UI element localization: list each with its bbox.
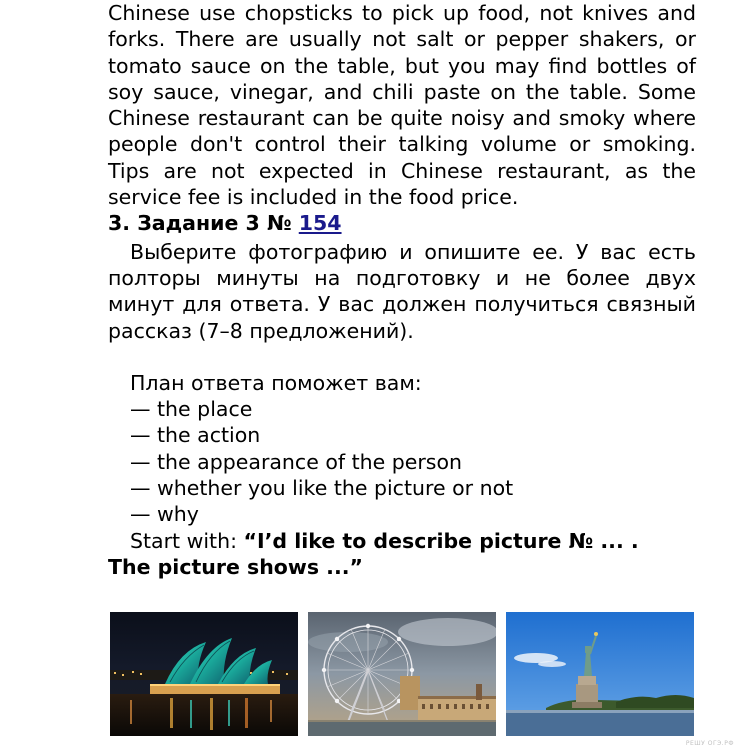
start-phrase-continued: The picture shows ...” xyxy=(108,554,364,579)
plan-item: — whether you like the picture or not xyxy=(130,476,514,501)
ferris-wheel-icon xyxy=(308,612,496,736)
london-eye-photo[interactable] xyxy=(308,612,496,736)
document-page xyxy=(108,0,696,580)
task-heading-prefix: 3. Задание 3 № xyxy=(108,211,299,236)
start-label: Start with: xyxy=(130,528,244,553)
statue-of-liberty-photo[interactable] xyxy=(506,612,694,736)
start-phrase: “I’d like to describe picture № ... . xyxy=(243,528,639,553)
start-with-line xyxy=(108,528,696,554)
task-number-link[interactable]: 154 xyxy=(298,211,342,236)
plan-intro: План ответа поможет вам: xyxy=(130,370,422,395)
plan-item: — the place xyxy=(130,397,253,422)
sydney-opera-house-icon xyxy=(110,612,298,736)
answer-plan xyxy=(108,370,696,528)
photo-strip xyxy=(108,612,696,738)
task-heading xyxy=(108,210,696,236)
plan-item: — the appearance of the person xyxy=(130,449,463,474)
plan-item: — why xyxy=(130,502,199,527)
intro-paragraph: Chinese use chopsticks to pick up food, not knives and forks. There are usually not salt or pepper shakers, or tomato sauce on the table, but you may find bottles of soy sauce, vinegar, and chili paste on the table. Some Chinese restaurant can be quite noisy and smoky where people don't control their talking volume or smoking. Tips are not expected in Chinese restaurant, as the service fee is included in the food price. xyxy=(108,1,696,210)
plan-item: — the action xyxy=(130,423,261,448)
site-watermark: РЕШУ ОГЭ.РФ xyxy=(685,740,734,747)
task-instruction: Выберите фотографию и опишите ее. У вас есть полторы минуты на подготовку и не более двух минут для ответа. У вас должен получиться связный рассказ (7–8 предложений). xyxy=(108,239,696,343)
statue-of-liberty-icon xyxy=(506,612,694,736)
sydney-opera-house-night-photo[interactable] xyxy=(110,612,298,736)
